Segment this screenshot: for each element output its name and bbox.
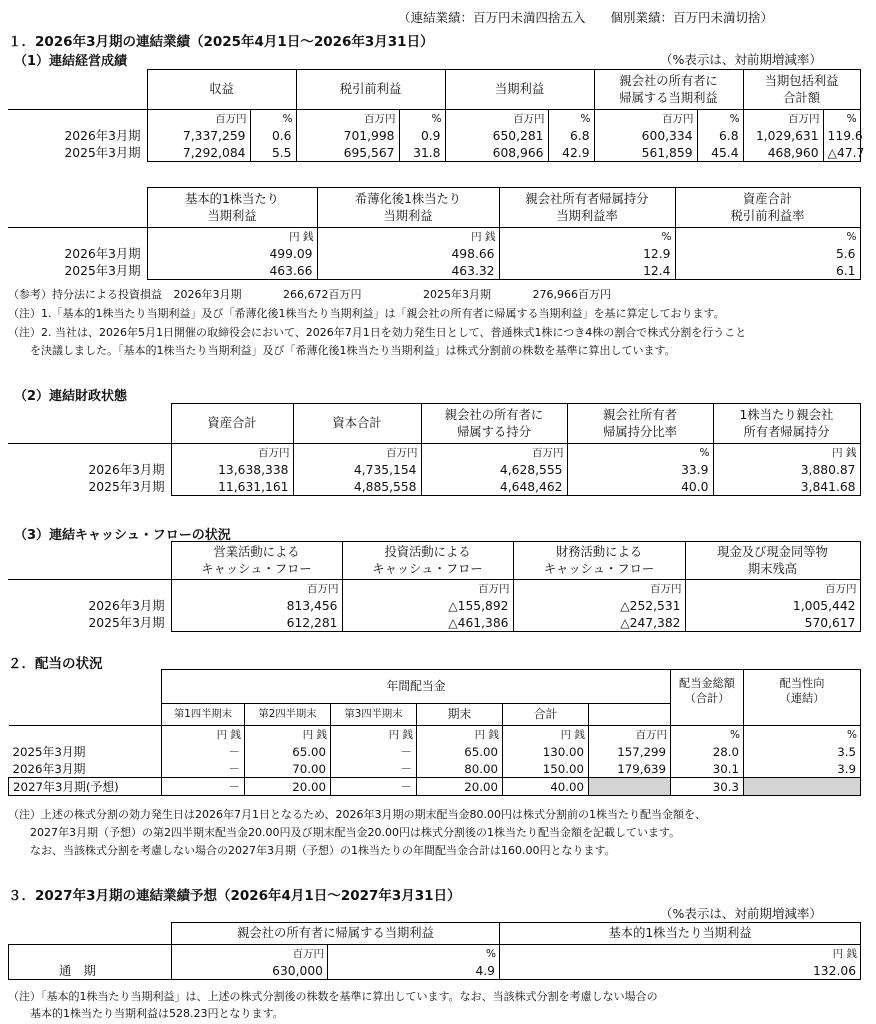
row-label: 2026年3月期 [8, 461, 171, 478]
unit-cell: 円 銭 [417, 726, 503, 744]
value-cell: △47.7 [823, 144, 860, 162]
unit-cell: % [399, 110, 445, 128]
value-cell: 45.4 [697, 144, 743, 162]
col-net-profit: 当期利益 [445, 70, 594, 110]
col-revenue: 収益 [147, 70, 296, 110]
value-cell: 468,960 [743, 144, 823, 162]
col-q2: 第2四半期末 [245, 704, 331, 726]
value-cell: 33.9 [567, 461, 713, 478]
unit-cell: 円 銭 [331, 726, 417, 744]
value-cell: 80.00 [417, 760, 503, 778]
value-cell: 6.8 [548, 127, 594, 144]
value-cell: 4.9 [328, 962, 500, 980]
value-cell: 42.9 [548, 144, 594, 162]
value-cell: 130.00 [503, 743, 589, 760]
value-cell: 4,628,555 [421, 461, 567, 478]
value-cell: △252,531 [513, 597, 685, 614]
col-cash-balance: 現金及び現金同等物 期末残高 [685, 542, 860, 580]
col-financing-cf: 財務活動による キャッシュ・フロー [513, 542, 685, 580]
col-owners-profit: 親会社の所有者に 帰属する当期利益 [594, 70, 743, 110]
col-pretax-profit: 税引前利益 [296, 70, 445, 110]
value-cell: 0.6 [250, 127, 296, 144]
col-owners-profit-forecast: 親会社の所有者に帰属する当期利益 [172, 923, 500, 945]
unit-cell: 円 銭 [500, 945, 861, 963]
value-cell: 7,292,084 [147, 144, 250, 162]
value-cell: 498.66 [317, 245, 499, 262]
dividend-note-2: 2027年3月期（予想）の第2四半期末配当金20.00円及び期末配当金20.00円は株式分割後の1株当たり配当金額を記載しています。 [8, 826, 681, 839]
value-cell: 65.00 [245, 743, 331, 760]
cash-flow-table [8, 541, 861, 632]
row-label: 2025年3月期 [8, 614, 171, 632]
col-total-equity: 資本合計 [293, 404, 421, 444]
row-label: 2026年3月期 [9, 760, 162, 778]
unit-cell: 百万円 [445, 110, 548, 128]
value-cell [744, 778, 861, 796]
value-cell: 3.9 [744, 760, 861, 778]
value-cell: － [331, 778, 417, 796]
unit-cell: 円 銭 [245, 726, 331, 744]
unit-cell: 百万円 [342, 580, 513, 598]
col-investing-cf: 投資活動による キャッシュ・フロー [342, 542, 513, 580]
col-equity-ratio: 親会社所有者 帰属持分比率 [567, 404, 713, 444]
unit-cell: % [499, 228, 675, 246]
cash-flow-title: （3）連結キャッシュ・フローの状況 [14, 528, 231, 543]
unit-cell: % [250, 110, 296, 128]
col-q3: 第3四半期末 [331, 704, 417, 726]
value-cell: 132.06 [500, 962, 861, 980]
value-cell: － [162, 743, 245, 760]
value-cell: 463.66 [147, 262, 317, 280]
col-year-end: 期末 [417, 704, 503, 726]
unit-cell: % [548, 110, 594, 128]
unit-cell: 百万円 [513, 580, 685, 598]
table-row [8, 127, 860, 144]
value-cell: － [162, 778, 245, 796]
unit-cell: % [567, 444, 713, 462]
financial-position-title: （2）連結財政状態 [14, 389, 128, 404]
financial-position-table [8, 403, 861, 496]
table-row [9, 743, 861, 760]
unit-cell: 円 銭 [147, 228, 317, 246]
value-cell: 40.00 [503, 778, 589, 796]
value-cell: 1,029,631 [743, 127, 823, 144]
value-cell: 695,567 [296, 144, 399, 162]
col-annual-dividend: 年間配当金 [162, 670, 671, 704]
subsection-1-title: （1）連結経営成績 [14, 54, 128, 69]
value-cell: 119.6 [823, 127, 860, 144]
unit-cell: 百万円 [171, 444, 293, 462]
unit-cell: 円 銭 [713, 444, 860, 462]
value-cell: 30.3 [671, 778, 744, 796]
value-cell: 20.00 [417, 778, 503, 796]
forecast-note-1: （注）「基本的1株当たり当期利益」は、上述の株式分割後の株数を基準に算出しています。なお、当該株式分割を考慮しない場合の [8, 990, 658, 1003]
value-cell: 650,281 [445, 127, 548, 144]
value-cell: － [331, 760, 417, 778]
unit-cell: 円 銭 [162, 726, 245, 744]
note-1: （注）1.「基本的1株当たり当期利益」及び「希薄化後1株当たり当期利益」は「親会社の所有者に帰属する当期利益」を基に算定しております。 [8, 307, 725, 320]
forecast-table [8, 922, 861, 980]
value-cell: 3.5 [744, 743, 861, 760]
table-row [8, 461, 860, 478]
value-cell: 65.00 [417, 743, 503, 760]
row-label: 2025年3月期 [8, 144, 147, 162]
unit-cell: 円 銭 [317, 228, 499, 246]
value-cell: △155,892 [342, 597, 513, 614]
value-cell: 11,631,161 [171, 478, 293, 496]
value-cell: 31.8 [399, 144, 445, 162]
value-cell: 12.9 [499, 245, 675, 262]
value-cell: 1,005,442 [685, 597, 860, 614]
dividends-title: ２．配当の状況 [8, 656, 103, 672]
value-cell: 0.9 [399, 127, 445, 144]
row-label: 通 期 [9, 962, 172, 980]
unit-cell: 百万円 [743, 110, 823, 128]
unit-cell: 百万円 [594, 110, 697, 128]
unit-cell: 百万円 [296, 110, 399, 128]
value-cell: 3,841.68 [713, 478, 860, 496]
value-cell: 561,859 [594, 144, 697, 162]
col-payout-ratio: 配当性向 （連結） [744, 670, 861, 726]
equity-method-note: （参考）持分法による投資損益 2026年3月期 266,672百万円 2025年3月期 276,966百万円 [8, 288, 611, 301]
table-row [9, 962, 861, 980]
table-row [8, 478, 860, 496]
value-cell: △247,382 [513, 614, 685, 632]
value-cell: 630,000 [172, 962, 328, 980]
table-row [8, 614, 860, 632]
col-roe: 親会社所有者帰属持分 当期利益率 [499, 188, 675, 228]
table-row [9, 778, 861, 796]
section-1-title: １．2026年3月期の連結業績（2025年4月1日～2026年3月31日） [8, 34, 434, 50]
per-share-table [8, 187, 861, 280]
table-row [8, 262, 860, 280]
col-owners-equity: 親会社の所有者に 帰属する持分 [421, 404, 567, 444]
col-eps-forecast: 基本的1株当たり当期利益 [500, 923, 861, 945]
value-cell: 570,617 [685, 614, 860, 632]
row-label: 2025年3月期 [8, 478, 171, 496]
forecast-percent-note: （%表示は、対前期増減率） [660, 906, 822, 921]
table-row [9, 760, 861, 778]
note-2-cont: を決議しました。「基本的1株当たり当期利益」及び「希薄化後1株当たり当期利益」は株式分割前の株数を基準に算出しています。 [8, 344, 676, 357]
unit-cell: 百万円 [172, 945, 328, 963]
table-row [8, 245, 860, 262]
col-bps: 1株当たり親会社 所有者帰属持分 [713, 404, 860, 444]
unit-cell: 百万円 [685, 580, 860, 598]
unit-cell: % [697, 110, 743, 128]
row-label: 2025年3月期 [9, 743, 162, 760]
col-diluted-eps: 希薄化後1株当たり 当期利益 [317, 188, 499, 228]
value-cell: 70.00 [245, 760, 331, 778]
col-q1: 第1四半期末 [162, 704, 245, 726]
value-cell: 5.6 [675, 245, 860, 262]
value-cell: 30.1 [671, 760, 744, 778]
row-label: 2025年3月期 [8, 262, 147, 280]
unit-cell: 百万円 [171, 580, 342, 598]
dividends-table [8, 669, 861, 796]
forecast-note-2: 基本的1株当たり当期利益は528.23円となります。 [8, 1007, 284, 1020]
col-roa: 資産合計 税引前利益率 [675, 188, 860, 228]
value-cell: 13,638,338 [171, 461, 293, 478]
operating-results-table [8, 69, 865, 162]
value-cell: 4,648,462 [421, 478, 567, 496]
value-cell: 7,337,259 [147, 127, 250, 144]
value-cell: 20.00 [245, 778, 331, 796]
unit-cell: 百万円 [421, 444, 567, 462]
value-cell: 28.0 [671, 743, 744, 760]
value-cell: △461,386 [342, 614, 513, 632]
value-cell: － [162, 760, 245, 778]
value-cell: 40.0 [567, 478, 713, 496]
unit-cell: % [675, 228, 860, 246]
row-label: 2026年3月期 [8, 127, 147, 144]
value-cell: 12.4 [499, 262, 675, 280]
unit-cell: % [823, 110, 860, 128]
unit-cell: % [671, 726, 744, 744]
table-row [8, 597, 860, 614]
dividend-note-1: （注）上述の株式分割の効力発生日は2026年7月1日となるため、2026年3月期の期末配当金80.00円は株式分割前の1株当たり配当金額を、 [8, 808, 707, 821]
dividend-note-3: なお、当該株式分割を考慮しない場合の2027年3月期（予想）の1株当たりの年間配当金合計は160.00円となります。 [8, 844, 616, 857]
value-cell: 150.00 [503, 760, 589, 778]
value-cell: 463.32 [317, 262, 499, 280]
unit-cell: % [744, 726, 861, 744]
percent-note: （%表示は、対前期増減率） [660, 52, 822, 67]
unit-cell: 百万円 [589, 726, 671, 744]
unit-cell: 百万円 [293, 444, 421, 462]
value-cell: 3,880.87 [713, 461, 860, 478]
value-cell: － [331, 743, 417, 760]
col-operating-cf: 営業活動による キャッシュ・フロー [171, 542, 342, 580]
value-cell: 612,281 [171, 614, 342, 632]
value-cell: 179,639 [589, 760, 671, 778]
col-total-assets: 資産合計 [171, 404, 293, 444]
forecast-title: ３．2027年3月期の連結業績予想（2026年4月1日～2027年3月31日） [8, 888, 461, 904]
col-total: 合計 [503, 704, 589, 726]
value-cell: 6.1 [675, 262, 860, 280]
table-row [8, 144, 860, 162]
value-cell: 157,299 [589, 743, 671, 760]
value-cell: 813,456 [171, 597, 342, 614]
col-comprehensive-income: 当期包括利益 合計額 [743, 70, 860, 110]
value-cell: 499.09 [147, 245, 317, 262]
rounding-note: （連結業績：百万円未満四捨五入 個別業績：百万円未満切捨） [398, 10, 774, 25]
value-cell: 608,966 [445, 144, 548, 162]
value-cell: 4,885,558 [293, 478, 421, 496]
row-label: 2026年3月期 [8, 597, 171, 614]
unit-cell: % [328, 945, 500, 963]
col-dividend-total: 配当金総額 （合計） [671, 670, 744, 726]
value-cell: 5.5 [250, 144, 296, 162]
unit-cell: 円 銭 [503, 726, 589, 744]
row-label: 2027年3月期(予想) [9, 778, 162, 796]
note-2: （注）2. 当社は、2026年5月1日開催の取締役会において、2026年7月1日を効力発生日として、普通株式1株につき4株の割合で株式分割を行うこと [8, 326, 747, 339]
unit-cell: 百万円 [147, 110, 250, 128]
value-cell: 6.8 [697, 127, 743, 144]
value-cell: 600,334 [594, 127, 697, 144]
value-cell: 701,998 [296, 127, 399, 144]
value-cell [589, 778, 671, 796]
col-basic-eps: 基本的1株当たり 当期利益 [147, 188, 317, 228]
row-label: 2026年3月期 [8, 245, 147, 262]
value-cell: 4,735,154 [293, 461, 421, 478]
